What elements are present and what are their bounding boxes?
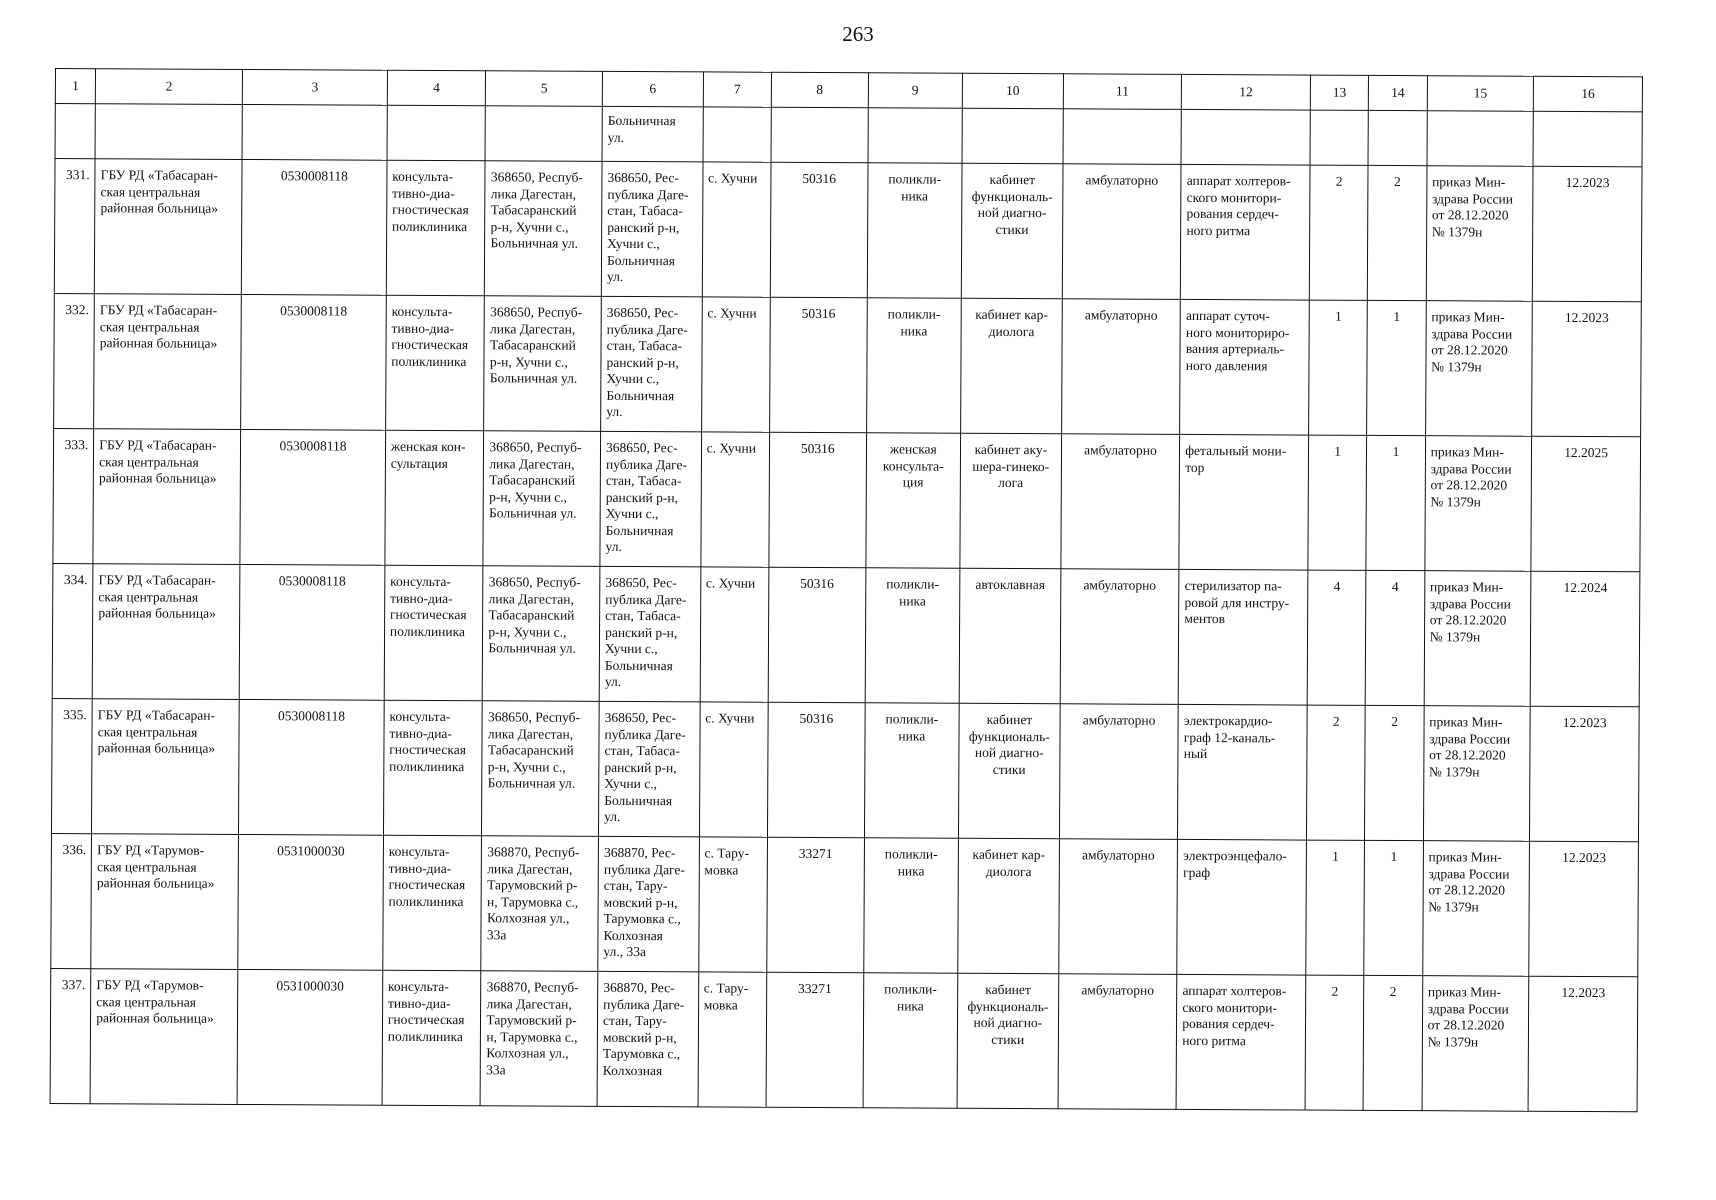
table-cell: 368650, Рес- публика Даге- стан, Табаса- ранский р-н, Хучни с., Больничная ул. (601, 296, 702, 432)
column-header: 4 (387, 70, 486, 106)
table-cell: 368650, Респуб- лика Дагестан, Табасаранский р-н, Хучни с., Больничная ул. (482, 701, 599, 837)
column-header: 11 (1063, 74, 1182, 110)
table-cell: 368870, Рес- публика Даге- стан, Тару- мовский р-н, Тарумовка с., Колхозная (597, 971, 698, 1107)
table-cell: 332. (54, 293, 95, 428)
table-cell: 0531000030 (237, 969, 383, 1105)
column-header: 6 (602, 71, 703, 107)
table-cell: с. Хучни (700, 567, 769, 702)
table-cell: 368650, Рес- публика Даге- стан, Табаса- ранский р-н, Хучни с., Больничная ул. (599, 566, 700, 702)
table-cell: 33271 (766, 972, 863, 1108)
column-header: 7 (703, 72, 772, 107)
table-cell: 50316 (770, 162, 867, 298)
column-header: 14 (1369, 75, 1428, 110)
table-cell (242, 104, 387, 160)
table-cell (703, 107, 772, 162)
column-header: 2 (96, 69, 243, 105)
table-cell (1310, 110, 1369, 165)
table-cell: 333. (53, 428, 94, 563)
table-cell: поликли- ника (863, 973, 958, 1108)
table-cell: ГБУ РД «Табасаран- ская центральная районная больница» (92, 699, 240, 835)
table-cell: 2 (1307, 705, 1366, 840)
table-cell: консульта- тивно-диа- гностическая поликлиника (386, 160, 485, 296)
table-cell: с. Хучни (699, 702, 768, 837)
table-cell: 1 (1309, 300, 1368, 435)
table-cell: 4 (1366, 570, 1425, 705)
table-cell: приказ Мин- здрава России от 28.12.2020 № 1379н (1425, 436, 1532, 572)
column-header: 16 (1534, 76, 1643, 112)
table-cell: 2 (1305, 975, 1364, 1110)
table-cell: 12.2023 (1533, 166, 1642, 302)
table-cell: кабинет функциональ- ной диагно- стики (957, 973, 1058, 1109)
table-cell: 4 (1307, 570, 1366, 705)
table-cell (387, 105, 486, 161)
table-cell: 2 (1309, 165, 1368, 300)
table-cell: 50316 (770, 297, 867, 433)
table-cell: 368650, Респуб- лика Дагестан, Табасаранский р-н, Хучни с., Больничная ул. (484, 296, 601, 432)
table-cell: 12.2023 (1529, 841, 1638, 977)
table-cell (485, 106, 602, 162)
table-cell: приказ Мин- здрава России от 28.12.2020 № 1379н (1426, 166, 1533, 302)
table-cell: консульта- тивно-диа- гностическая поликлиника (383, 700, 482, 836)
registry-table (50, 68, 1643, 1112)
table-cell: с. Тару- мовка (698, 972, 767, 1107)
table-cell: консульта- тивно-диа- гностическая поликлиника (383, 835, 482, 971)
column-header: 8 (771, 72, 868, 108)
table-cell: приказ Мин- здрава России от 28.12.2020 № 1379н (1425, 301, 1532, 437)
table-cell (962, 108, 1063, 164)
table-cell: консульта- тивно-диа- гностическая поликлиника (385, 295, 484, 431)
table-cell: приказ Мин- здрава России от 28.12.2020 № 1379н (1422, 841, 1529, 977)
table-cell (1427, 111, 1534, 167)
table-cell: ГБУ РД «Тарумов- ская центральная районная больница» (90, 969, 238, 1105)
table-cell: 1 (1308, 435, 1367, 570)
table-cell: амбулаторно (1062, 164, 1181, 300)
table-cell: с. Хучни (701, 297, 770, 432)
table-cell: 12.2023 (1532, 301, 1641, 437)
table-cell: поликли- ника (865, 568, 960, 703)
table-cell: 368870, Рес- публика Даге- стан, Тару- мовский р-н, Тарумовка с., Колхозная ул., 33а (598, 836, 699, 972)
table-cell: стерилизатор па- ровой для инстру- ментов (1178, 569, 1307, 705)
table-cell: ГБУ РД «Табасаран- ская центральная районная больница» (95, 159, 243, 295)
table-cell: 2 (1363, 975, 1422, 1110)
table-cell (1181, 109, 1310, 165)
column-header: 12 (1182, 74, 1311, 110)
table-row (54, 159, 1642, 302)
table-cell: женская кон- сультация (385, 430, 484, 566)
table-cell: 331. (54, 159, 95, 294)
table-cell: кабинет функциональ- ной диагно- стики (959, 703, 1060, 839)
table-cell: 0530008118 (240, 429, 386, 565)
table-cell: 1 (1366, 435, 1425, 570)
table-cell: поликли- ника (867, 163, 962, 298)
table-cell: 2 (1368, 165, 1427, 300)
table-cell: приказ Мин- здрава России от 28.12.2020 № 1379н (1422, 976, 1529, 1112)
table-cell (1533, 111, 1642, 167)
table-cell: кабинет кар- диолога (958, 838, 1059, 974)
table-cell: 12.2023 (1528, 976, 1637, 1112)
table-cell: 1 (1364, 840, 1423, 975)
table-cell: ГБУ РД «Табасаран- ская центральная районная больница» (93, 429, 241, 565)
column-header: 10 (962, 73, 1063, 109)
table-cell: 368650, Респуб- лика Дагестан, Табасаранский р-н, Хучни с., Больничная ул. (483, 566, 600, 702)
table-cell: амбулаторно (1058, 974, 1177, 1110)
table-cell: аппарат холтеров- ского монитори- рования сердеч- ного ритма (1181, 164, 1310, 300)
table-row (53, 428, 1641, 571)
column-header: 1 (55, 69, 95, 104)
table-cell: 1 (1367, 300, 1426, 435)
table-cell: 368650, Респуб- лика Дагестан, Табасаранский р-н, Хучни с., Больничная ул. (483, 431, 600, 567)
table-cell: 50316 (768, 567, 865, 703)
table-cell: с. Хучни (701, 432, 770, 567)
column-header: 15 (1427, 76, 1534, 112)
table-cell: ГБУ РД «Табасаран- ская центральная районная больница» (92, 564, 240, 700)
table-cell: амбулаторно (1059, 704, 1178, 840)
table-cell: аппарат холтеров- ского монитори- рования сердеч- ного ритма (1176, 974, 1305, 1110)
table-cell: поликли- ника (864, 703, 959, 838)
table-cell: 0530008118 (239, 564, 385, 700)
table-cell: 336. (51, 833, 92, 968)
table-cell: Больничная ул. (602, 106, 703, 162)
table-cell: 50316 (767, 702, 864, 838)
table-cell: женская консульта- ция (865, 433, 960, 568)
table-cell: с. Тару- мовка (698, 837, 767, 972)
table-row (51, 833, 1639, 976)
table-cell: с. Хучни (702, 162, 771, 297)
table-cell (55, 104, 96, 159)
table-cell (95, 104, 242, 160)
table-cell: 50316 (769, 432, 866, 568)
table-cell: 0531000030 (238, 834, 384, 970)
table-cell: фетальный мони- тор (1179, 434, 1308, 570)
table-cell: кабинет кар- диолога (961, 298, 1062, 434)
table-cell: консульта- тивно-диа- гностическая поликлиника (382, 970, 481, 1106)
column-header: 9 (868, 73, 963, 108)
table-cell: амбулаторно (1061, 299, 1180, 435)
table-cell: 0530008118 (241, 294, 387, 430)
table-cell: 368870, Респуб- лика Дагестан, Тарумовский р- н, Тарумовка с., Колхозная ул., 33а (480, 971, 597, 1107)
table-cell: 368650, Рес- публика Даге- стан, Табаса- ранский р-н, Хучни с., Больничная ул. (600, 431, 701, 567)
column-header: 3 (242, 69, 387, 105)
table-cell: 12.2025 (1531, 436, 1640, 572)
table-cell: аппарат суточ- ного мониториро- вания артериаль- ного давления (1180, 299, 1309, 435)
table-cell: 12.2024 (1530, 571, 1639, 707)
table-cell: поликли- ника (863, 838, 958, 973)
column-header: 13 (1310, 75, 1369, 110)
table-cell: кабинет функциональ- ной диагно- стики (961, 163, 1062, 299)
table-cell: электроэнцефало- граф (1177, 839, 1306, 975)
table-cell (771, 107, 868, 163)
table-cell: 368650, Рес- публика Даге- стан, Табаса- ранский р-н, Хучни с., Больничная ул. (599, 701, 700, 837)
table-cell: 0530008118 (241, 159, 387, 295)
table-cell: 337. (50, 968, 91, 1103)
table-cell: 12.2023 (1530, 706, 1639, 842)
table-cell: ГБУ РД «Табасаран- ская центральная районная больница» (94, 294, 242, 430)
table-cell: автоклавная (959, 568, 1060, 704)
table-cell: 334. (52, 563, 93, 698)
table-cell (1368, 110, 1427, 165)
table-cell: амбулаторно (1060, 569, 1179, 705)
table-cell: кабинет аку- шера-гинеко- лога (960, 433, 1061, 569)
table-row (50, 968, 1638, 1111)
column-header: 5 (486, 71, 603, 107)
table-cell: приказ Мин- здрава России от 28.12.2020 № 1379н (1424, 571, 1531, 707)
table-cell (1063, 109, 1182, 165)
table-cell: амбулаторно (1061, 434, 1180, 570)
table-cell: 2 (1365, 705, 1424, 840)
table-cell: консульта- тивно-диа- гностическая поликлиника (384, 565, 483, 701)
continuation-row (55, 104, 1642, 167)
table-row (51, 698, 1639, 841)
table-cell: 33271 (767, 837, 864, 973)
table-cell: 335. (51, 698, 92, 833)
table-row (54, 293, 1642, 436)
table-cell: 368650, Респуб- лика Дагестан, Табасаранский р-н, Хучни с., Больничная ул. (485, 161, 602, 297)
table-cell: 368650, Рес- публика Даге- стан, Табаса- ранский р-н, Хучни с., Больничная ул. (601, 161, 702, 297)
table-cell (868, 108, 963, 163)
table-cell: электрокардио- граф 12-каналь- ный (1178, 704, 1307, 840)
table-cell: 0530008118 (239, 699, 385, 835)
page-number: 263 (842, 22, 874, 46)
table-cell: 1 (1306, 840, 1365, 975)
table-cell: амбулаторно (1058, 839, 1177, 975)
table-row (52, 563, 1640, 706)
table-cell: приказ Мин- здрава России от 28.12.2020 № 1379н (1423, 706, 1530, 842)
table-cell: ГБУ РД «Тарумов- ская центральная районная больница» (91, 834, 239, 970)
table-cell: поликли- ника (866, 298, 961, 433)
table-cell: 368870, Респуб- лика Дагестан, Тарумовский р- н, Тарумовка с., Колхозная ул., 33а (481, 836, 598, 972)
